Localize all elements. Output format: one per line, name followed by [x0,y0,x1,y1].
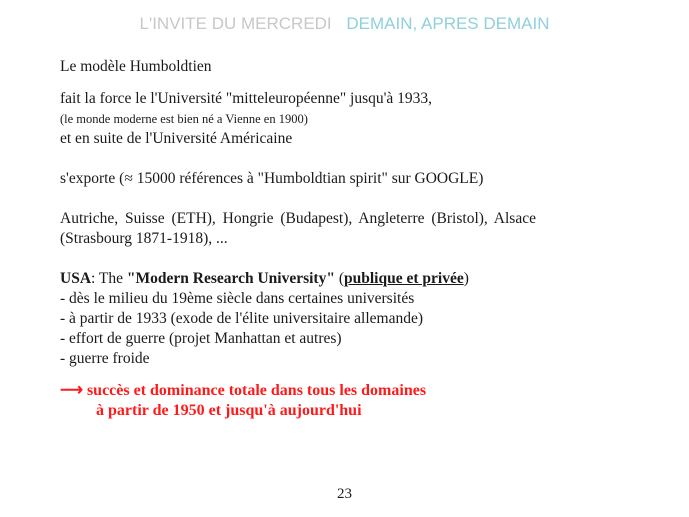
spacer [60,77,640,89]
header-left-title: L'INVITE DU MERCREDI [139,14,332,33]
usa-label: USA [60,270,92,287]
export-line: s'exporte (≈ 15000 références à "Humboldtian spirit" sur GOOGLE) [60,170,484,187]
spacer [60,369,640,381]
conclusion-line-1: ⟶ succès et dominance totale dans tous les domaines [60,382,427,399]
modern-research-university: "Modern Research University" [126,270,335,287]
spacer [60,249,640,269]
text-line: fait la force le l'Université "mitteleuropéenne" jusqu'à 1933, [60,90,433,107]
public-private: publique et privée [344,270,464,287]
countries-line-1: Autriche, Suisse (ETH), Hongrie (Budapest), Angleterre (Bristol), Alsace [60,210,536,227]
bullet-item: - guerre froide [60,350,150,367]
bullet-item: - effort de guerre (projet Manhattan et autres) [60,330,342,347]
section-title: Le modèle Humboldtien [60,58,212,75]
bullet-item: - à partir de 1933 (exode de l'élite universitaire allemande) [60,310,424,327]
close-paren: ) [463,270,469,287]
slide-content [60,57,640,421]
usa-heading [60,269,640,289]
countries-line-2: (Strasbourg 1871-1918), ... [60,230,228,247]
spacer [60,189,640,209]
page-number: 23 [337,486,352,502]
spacer [60,149,640,169]
header-right-title: DEMAIN, APRES DEMAIN [346,14,550,33]
conclusion-line-2: à partir de 1950 et jusqu'à aujourd'hui [96,402,362,419]
text-line-small: (le monde moderne est bien né a Vienne en 1900) [60,112,308,126]
usa-the: : The [91,270,127,287]
slide-header [0,14,689,34]
open-paren: ( [334,270,344,287]
bullet-item: - dès le milieu du 19ème siècle dans certaines universités [60,290,415,307]
text-line: et en suite de l'Université Américaine [60,130,293,147]
